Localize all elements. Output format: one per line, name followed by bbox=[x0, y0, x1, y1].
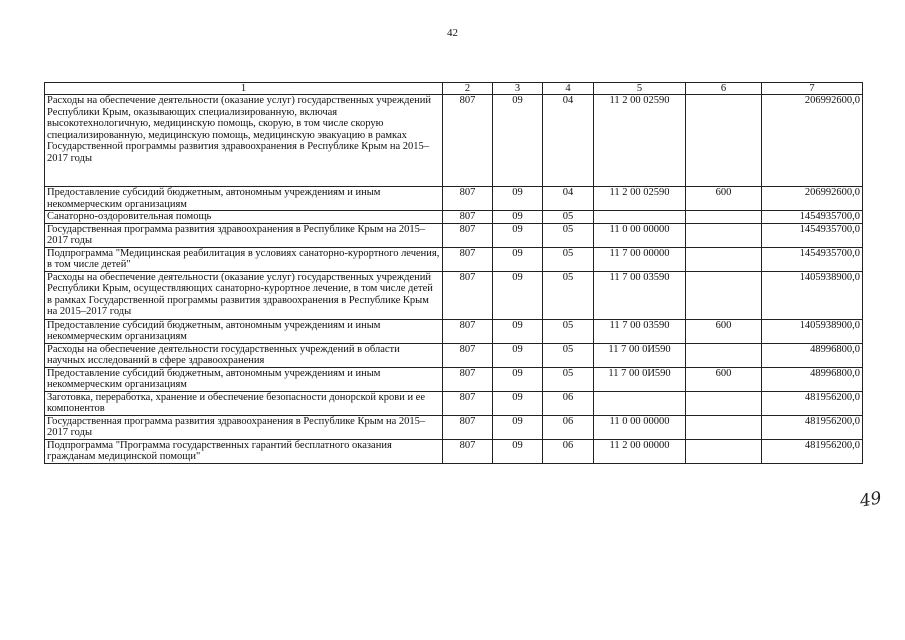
column-header: 5 bbox=[594, 83, 686, 95]
cell-gr-code: 807 bbox=[443, 319, 493, 343]
cell-amount: 1454935700,0 bbox=[762, 211, 863, 224]
cell-section-code: 09 bbox=[493, 415, 543, 439]
row-description: Санаторно-оздоровительная помощь bbox=[45, 211, 443, 224]
cell-target-article-code: 11 7 00 00000 bbox=[594, 247, 686, 271]
cell-target-article-code: 11 2 00 02590 bbox=[594, 187, 686, 211]
cell-amount: 481956200,0 bbox=[762, 439, 863, 463]
table-row bbox=[45, 223, 863, 247]
cell-target-article-code: 11 0 00 00000 bbox=[594, 223, 686, 247]
cell-subsection-code: 05 bbox=[543, 247, 594, 271]
row-description: Расходы на обеспечение деятельности (оказание услуг) государственных учреждений Республики Крым, оказывающих специализированную, включая высокотехнологичную, медицинскую помощь, скорую, в том числе скорую специализированную, медицинскую помощь, медицинскую эвакуацию в рамках Государственной программы развития здравоохранения в Республике Крым на 2015–2017 годы bbox=[45, 95, 443, 187]
row-description: Подпрограмма "Медицинская реабилитация в условиях санаторно-курортного лечения, в том числе детей" bbox=[45, 247, 443, 271]
cell-expense-type-code: 600 bbox=[686, 367, 762, 391]
table-row bbox=[45, 439, 863, 463]
table-row bbox=[45, 391, 863, 415]
cell-amount: 206992600,0 bbox=[762, 187, 863, 211]
cell-subsection-code: 05 bbox=[543, 367, 594, 391]
page-number: 42 bbox=[447, 27, 458, 39]
cell-section-code: 09 bbox=[493, 187, 543, 211]
cell-expense-type-code: 600 bbox=[686, 187, 762, 211]
column-header: 7 bbox=[762, 83, 863, 95]
cell-section-code: 09 bbox=[493, 271, 543, 319]
row-description: Предоставление субсидий бюджетным, автономным учреждениям и иным некоммерческим организациям bbox=[45, 367, 443, 391]
cell-target-article-code: 11 7 00 0И590 bbox=[594, 367, 686, 391]
cell-section-code: 09 bbox=[493, 367, 543, 391]
cell-subsection-code: 05 bbox=[543, 319, 594, 343]
cell-gr-code: 807 bbox=[443, 95, 493, 187]
cell-subsection-code: 06 bbox=[543, 415, 594, 439]
cell-section-code: 09 bbox=[493, 319, 543, 343]
column-header: 2 bbox=[443, 83, 493, 95]
table-row bbox=[45, 319, 863, 343]
cell-gr-code: 807 bbox=[443, 439, 493, 463]
table-row bbox=[45, 211, 863, 224]
cell-section-code: 09 bbox=[493, 439, 543, 463]
cell-expense-type-code bbox=[686, 415, 762, 439]
cell-target-article-code: 11 7 00 03590 bbox=[594, 319, 686, 343]
cell-amount: 481956200,0 bbox=[762, 391, 863, 415]
cell-subsection-code: 04 bbox=[543, 95, 594, 187]
cell-gr-code: 807 bbox=[443, 223, 493, 247]
cell-section-code: 09 bbox=[493, 391, 543, 415]
budget-table bbox=[44, 82, 863, 464]
cell-target-article-code: 11 2 00 02590 bbox=[594, 95, 686, 187]
cell-section-code: 09 bbox=[493, 247, 543, 271]
cell-section-code: 09 bbox=[493, 95, 543, 187]
cell-amount: 1405938900,0 bbox=[762, 319, 863, 343]
table-row bbox=[45, 247, 863, 271]
cell-gr-code: 807 bbox=[443, 211, 493, 224]
cell-expense-type-code bbox=[686, 247, 762, 271]
cell-gr-code: 807 bbox=[443, 271, 493, 319]
table-row bbox=[45, 187, 863, 211]
cell-expense-type-code bbox=[686, 211, 762, 224]
cell-target-article-code bbox=[594, 391, 686, 415]
row-description: Государственная программа развития здравоохранения в Республике Крым на 2015–2017 годы bbox=[45, 223, 443, 247]
handwritten-page-mark: 49 bbox=[858, 488, 884, 512]
cell-gr-code: 807 bbox=[443, 247, 493, 271]
cell-amount: 1454935700,0 bbox=[762, 223, 863, 247]
column-header: 6 bbox=[686, 83, 762, 95]
cell-amount: 1405938900,0 bbox=[762, 271, 863, 319]
cell-amount: 1454935700,0 bbox=[762, 247, 863, 271]
table-row bbox=[45, 415, 863, 439]
cell-gr-code: 807 bbox=[443, 391, 493, 415]
cell-amount: 481956200,0 bbox=[762, 415, 863, 439]
row-description: Расходы на обеспечение деятельности государственных учреждений в области научных исследований в сфере здравоохранения bbox=[45, 343, 443, 367]
cell-target-article-code: 11 7 00 0И590 bbox=[594, 343, 686, 367]
cell-gr-code: 807 bbox=[443, 367, 493, 391]
table-header-row bbox=[45, 83, 863, 95]
cell-amount: 48996800,0 bbox=[762, 367, 863, 391]
table-row bbox=[45, 367, 863, 391]
cell-section-code: 09 bbox=[493, 343, 543, 367]
cell-gr-code: 807 bbox=[443, 415, 493, 439]
cell-gr-code: 807 bbox=[443, 187, 493, 211]
row-description: Расходы на обеспечение деятельности (оказание услуг) государственных учреждений Республики Крым, осуществляющих санаторно-курортное лечение, в том числе детей в рамках Государственной программы развития здравоохранения в Республике Крым на 2015–2017 годы bbox=[45, 271, 443, 319]
cell-target-article-code: 11 7 00 03590 bbox=[594, 271, 686, 319]
row-description: Государственная программа развития здравоохранения в Республике Крым на 2015–2017 годы bbox=[45, 415, 443, 439]
cell-target-article-code: 11 2 00 00000 bbox=[594, 439, 686, 463]
cell-expense-type-code: 600 bbox=[686, 319, 762, 343]
column-header: 3 bbox=[493, 83, 543, 95]
cell-subsection-code: 06 bbox=[543, 391, 594, 415]
cell-expense-type-code bbox=[686, 271, 762, 319]
column-header: 1 bbox=[45, 83, 443, 95]
cell-expense-type-code bbox=[686, 439, 762, 463]
table-row bbox=[45, 271, 863, 319]
cell-expense-type-code bbox=[686, 343, 762, 367]
row-description: Заготовка, переработка, хранение и обеспечение безопасности донорской крови и ее компонентов bbox=[45, 391, 443, 415]
cell-expense-type-code bbox=[686, 223, 762, 247]
cell-target-article-code: 11 0 00 00000 bbox=[594, 415, 686, 439]
cell-amount: 206992600,0 bbox=[762, 95, 863, 187]
cell-gr-code: 807 bbox=[443, 343, 493, 367]
cell-amount: 48996800,0 bbox=[762, 343, 863, 367]
row-description: Предоставление субсидий бюджетным, автономным учреждениям и иным некоммерческим организациям bbox=[45, 319, 443, 343]
cell-subsection-code: 05 bbox=[543, 343, 594, 367]
cell-section-code: 09 bbox=[493, 223, 543, 247]
cell-subsection-code: 05 bbox=[543, 271, 594, 319]
column-header: 4 bbox=[543, 83, 594, 95]
cell-subsection-code: 05 bbox=[543, 223, 594, 247]
row-description: Предоставление субсидий бюджетным, автономным учреждениям и иным некоммерческим организациям bbox=[45, 187, 443, 211]
cell-subsection-code: 04 bbox=[543, 187, 594, 211]
row-description: Подпрограмма "Программа государственных гарантий бесплатного оказания гражданам медицинской помощи" bbox=[45, 439, 443, 463]
cell-section-code: 09 bbox=[493, 211, 543, 224]
cell-target-article-code bbox=[594, 211, 686, 224]
cell-subsection-code: 06 bbox=[543, 439, 594, 463]
cell-expense-type-code bbox=[686, 95, 762, 187]
table-row bbox=[45, 95, 863, 187]
cell-expense-type-code bbox=[686, 391, 762, 415]
table-row bbox=[45, 343, 863, 367]
cell-subsection-code: 05 bbox=[543, 211, 594, 224]
